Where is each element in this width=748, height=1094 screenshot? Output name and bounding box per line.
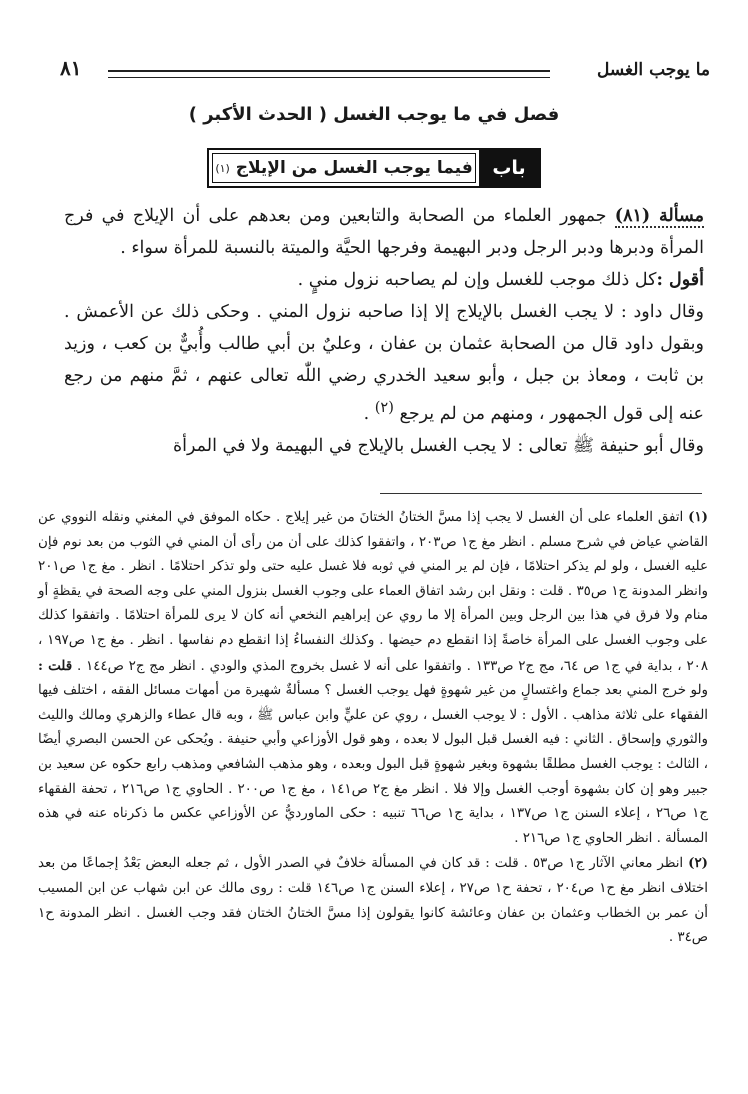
- paragraph-dawud: [64, 296, 704, 430]
- running-head-title: ما يوجب الغسل: [597, 60, 710, 80]
- running-head-rule: [108, 70, 550, 78]
- paragraph-aqul: [64, 264, 704, 296]
- main-text: [64, 200, 704, 462]
- dawud-text-end: .: [363, 403, 375, 424]
- running-head: [60, 56, 710, 86]
- footnote-ref-2: (٢): [374, 399, 394, 416]
- footnote-1-qult-label: قلت :: [38, 657, 73, 674]
- footnote-1-mark: (١): [688, 509, 708, 525]
- dawud-text: وقال داود : لا يجب الغسل بالإيلاج إلا إذا صاحبه نزول المني . وحكى ذلك عن الأعمش . وبقول داود قال من الصحابة عثمان بن عفان ، وعليٌ بن أبي طالب وأُبيٌّ بن كعب ، وزيد بن ثابت ، ومعاذ بن جبل ، وأبو سعيد الخدري رضي اللّٰه تعالى عنهم ، ثمَّ منهم من رجع عنه إلى قول الجمهور ، ومنهم من لم يرجع: [64, 302, 704, 424]
- chapter-heading-box: [207, 148, 541, 188]
- section-title: فصل في ما يوجب الغسل ( الحدث الأكبر ): [188, 104, 560, 125]
- aqul-label: أقول :: [656, 270, 704, 290]
- footnote-2: [38, 851, 708, 950]
- footnote-2-mark: (٢): [688, 855, 708, 872]
- masala-label: مسألة (٨١): [614, 206, 705, 226]
- footnote-1-text: اتفق العلماء على أن الغسل لا يجب إذا مسَّ الختانُ الختانَ من غير إيلاج . حكاه الموفق في المغني ونقله النووي عن القاضي عياض في شرح مسلم . انظر مغ ج١ ص٢٠٣ ، واتفقوا كذلك على أن من رأى أن المني في الثوب من بعد نوم فإن عليه الغسل ، ولو لم يذكر احتلامًا ، فإن لم ير المني في ثوبه فلا غسل عليه حتى ولو تذكر احتلامًا . انظر . مغ ج١ ص٢٠١ وانظر المدونة ج١ ص٣٥ . قلت : ونقل ابن رشد اتفاق العماء على وجوب الغسل بنزول المني على وجه الصحة في يقظةٍ أو منام ولا فرق في هذا بين الرجل وبين المرأة إلا ما روي عن إبراهيم النخعي أنه كان لا يرى للمرأة احتلامًا . واتفقوا كذلك على وجوب الغسل على المرأة خاصةً إذا انقطع دم حيضها . وكذلك النفساءُ إذا انقطع دم نفاسها . انظر . مغ ج١ ص١٩٧ ، ٢٠٨ ، بداية في ج١ ص ٦٤، مج ج٢ ص١٣٣ . واتفقوا على أنه لا غسل بخروج المذي والودي . انظر مج ج٢ ص١٤٤ .: [38, 510, 709, 674]
- chapter-title-text: فيما يوجب الغسل من الإيلاج: [235, 158, 473, 178]
- paragraph-abu-hanifa: وقال أبو حنيفة ﷺ تعالى : لا يجب الغسل بالإيلاج في البهيمة ولا في المرأة: [172, 435, 704, 456]
- footnote-1-text-b: ولو خرج المني بعد جماع واغتسالٍ من غير شهوةٍ فهل يوجب الغسل ؟ مسألةٌ شهيرة من أمهات مسائل الفقه ، اختلف فيها الفقهاء على ثلاثة مذاهب . الأول : لا يوجب الغسل ، روي عن عليٍّ وابن عباس ﷺ ، وبه قال عطاء والزهري ومالك والليث والثوري وإسحاق . الثاني : فيه الغسل قبل البول لا بعده ، وهو قول الأوزاعي وأبي حنيفة . ويُحكى عن الحسن البصري أيضًا ، الثالث : يوجب الغسل مطلقًا بشهوة وبغير شهوةٍ قبل البول وبعده ، وهو مذهب الشافعي ومذهب رابع حكوه عن سعيد بن جبير وهو إن كان بشهوة أوجب الغسل وإلا فلا . انظر مغ ج٢ ص١٤١ ، مغ ج١ ص٢٠٠ . الحاوي ج١ ص٢١٦ ، تحفة الفقهاء ج١ ص٢٦ ، إعلاء السنن ج١ ص١٣٧ ، بداية ج١ ص٦٦ تنبيه : حكى الماورديُّ عن الأوزاعي عكس ما ذكرناه عنه في هذه المسألة . انظر الحاوي ج١ ص٢١٦ .: [38, 683, 709, 846]
- footnote-ref-1: (١): [215, 161, 230, 175]
- footnote-2-text: انظر معاني الآثار ج١ ص٥٣ . قلت : قد كان في المسألة خلافٌ في الصدر الأول ، ثم جعله البعض بَعْدُ إجماعًا من بعد اختلاف انظر مغ ح١ ص٢٠٤ ، تحفة ح١ ص٢٧ ، إعلاء السنن ج١ ص١٤٦ قلت : روى مالك عن ابن شهاب عن ابن المسيب أن عمر بن الخطاب وعثمان بن عفان وعائشة كانوا يقولون إذا مسَّ الختانُ الختان فقد وجب الغسل . انظر المدونة ح١ ص٣٤ .: [38, 856, 709, 946]
- page-number: ٨١: [60, 56, 82, 80]
- footnote-separator: [380, 493, 702, 494]
- footnotes: [38, 505, 708, 951]
- chapter-label: باب: [479, 150, 539, 186]
- footnote-1: [38, 505, 708, 851]
- masala-text: جمهور العلماء من الصحابة والتابعين ومن بعدهم على أن الإيلاج في فرج المرأة ودبرها ودبر الرجل ودبر البهيمة وفرجها الحيَّة والميتة بالنسبة للمرأة سواء .: [64, 206, 704, 258]
- paragraph-masala: [64, 200, 704, 264]
- chapter-title: [212, 153, 476, 183]
- aqul-text: كل ذلك موجب للغسل وإن لم يصاحبه نزول منيٍ .: [297, 270, 657, 290]
